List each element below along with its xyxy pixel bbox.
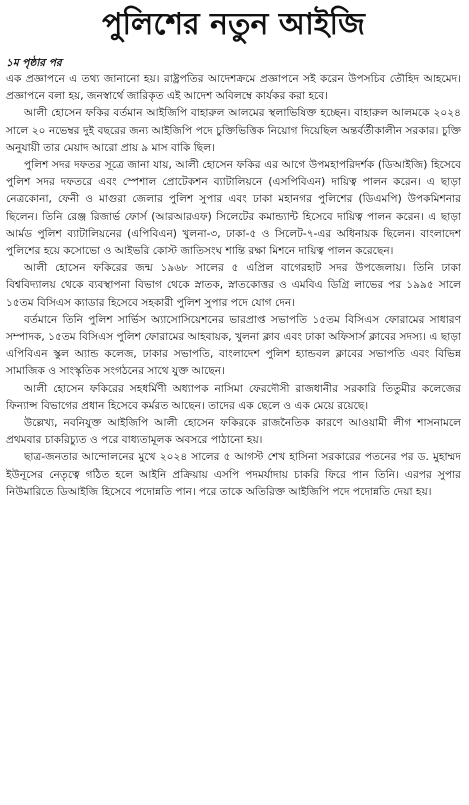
- article-body: [6, 71, 461, 501]
- article: [6, 0, 461, 805]
- continued-from-label: ১ম পৃষ্ঠার পর: [6, 57, 62, 69]
- paragraph-6: আলী হোসেন ফকিরের সহধর্মিণী অধ্যাপক নাসিমা ফেরদৌসী রাজধানীর সরকারি তিতুমীর কলেজের ফিন্যান্স বিভাগের প্রধান হিসেবে কর্মরত আছেন। তাদের এক ছেলে ও এক মেয়ে রয়েছে।: [6, 382, 461, 412]
- paragraph-7: উল্লেখ্য, নবনিযুক্ত আইজিপি আলী হোসেন ফকিরকে রাজনৈতিক কারণে আওয়ামী লীগ শাসনামলে প্রথমবার চাকরিচ্যুত ও পরে বাধ্যতামূলক অবসরে পাঠানো হয়।: [6, 417, 461, 447]
- paragraph-5: বর্তমানে তিনি পুলিশ সার্ভিস অ্যাসোসিয়েশনের ভারপ্রাপ্ত সভাপতি ১৫তম বিসিএস ফোরামের সাধারণ সম্পাদক, ১৫তম বিসিএস পুলিশ ফোরামের আহবায়ক, খুলনা ক্লাব এবং ঢাকা অফিসার্স ক্লাবের সদস্য। এ ছাড়া এপিবিএন স্কুল অ্যান্ড কলেজ, ঢাকার সভাপতি, বাংলাদেশ পুলিশ হ্যান্ডবল ক্লাবের সভাপতি এবং বিভিন্ন সামাজিক ও সাংস্কৃতিক সংগঠনের সাথে যুক্ত আছেন।: [6, 313, 461, 378]
- paragraph-8: ছাত্র-জনতার আন্দোলনের মুখে ২০২৪ সালের ৫ আগস্ট শেখ হাসিনা সরকারের পতনের পর ড. মুহাম্মদ ইউনূসের নেতৃত্বে গঠিত হলে আইনি প্রক্রিয়ায় এসপি পদমর্যাদায় চাকরি ফিরে পান তিনি। এরপর সুপার নিউমারিতে ডিআইজি হিসেবে পদোন্নতি পান। পরে তাকে অতিরিক্ত আইজিপি পদে পদোন্নতি দেয়া হয়।: [6, 451, 461, 498]
- paragraph-1: এক প্রজ্ঞাপনে এ তথ্য জানানো হয়। রাষ্ট্রপতির আদেশক্রমে প্রজ্ঞাপনে সই করেন উপসচিব তৌহিদ আহমেদ। প্রজ্ঞাপনে বলা হয়, জনস্বার্থে জারিকৃত এই আদেশ অবিলম্বে কার্যকর করা হবে।: [6, 73, 461, 103]
- paragraph-4: আলী হোসেন ফকিরের জন্ম ১৯৬৮ সালের ৫ এপ্রিল বাগেরহাট সদর উপজেলায়। তিনি ঢাকা বিশ্ববিদ্যালয় থেকে ব্যবস্থাপনা বিভাগ থেকে স্নাতক, স্নাতকোত্তর ও এমবিএ ডিগ্রি লাভের পর ১৯৯৫ সালে ১৫তম বিসিএস ক্যাডার হিসেবে সহকারী পুলিশ সুপার পদে যোগ দেন।: [6, 262, 461, 309]
- headline: পুলিশের নতুন আইজি: [102, 7, 365, 42]
- paragraph-3: পুলিশ সদর দফতর সূত্রে জানা যায়, আলী হোসেন ফকির এর আগে উপমহাপরিদর্শক (ডিআইজি) হিসেবে পুলিশ সদর দফতরে এবং স্পেশাল প্রোটেকশন ব্যাটালিয়নে (এসপিবিএন) দায়িত্ব পালন করেন। এ ছাড়া নেত্রকোনা, ফেনী ও মাগুরা জেলার পুলিশ সুপার এবং ঢাকা মহানগর পুলিশের (ডিএমপি) উপকমিশনার ছিলেন। তিনি রেঞ্জ রিজার্ভ ফোর্স (আরআরএফ) সিলেটের কমান্ড্যান্ট হিসেবে দায়িত্ব পালন করেন। এ ছাড়া আর্মড পুলিশ ব্যাটালিয়নের (এপিবিএন) খুলনা-৩, ঢাকা-৫ ও সিলেট-৭-এর অধিনায়ক ছিলেন। বাংলাদেশ পুলিশের হয়ে কসোভো ও আইভরি কোস্ট জাতিসংঘ শান্তি রক্ষা মিশনে দায়িত্ব পালন করেছেন।: [6, 159, 461, 258]
- paragraph-2: আলী হোসেন ফকির বর্তমান আইজিপি বাহারুল আলমের স্থলাভিষিক্ত হচ্ছেন। বাহারুল আলমকে ২০২৪ সালে ২০ নভেম্বর দুই বছরের জন্য আইজিপি পদে চুক্তিভিত্তিক নিয়োগ দিয়েছিল অন্তর্বর্তীকালীন সরকার। চুক্তি অনুযায়ী তার মেয়াদ আরো প্রায় ৯ মাস বাকি ছিল।: [6, 107, 461, 154]
